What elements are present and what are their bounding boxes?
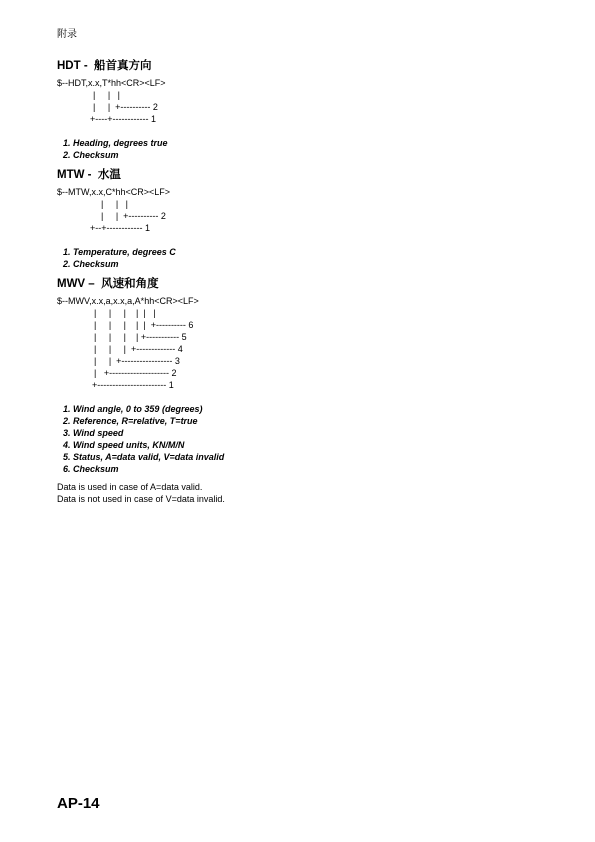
diagram-line: | | +---------- 2: [101, 211, 166, 221]
page-header: 附录: [57, 29, 77, 40]
sentence-format: $--MTW,x.x,C*hh<CR><LF>: [57, 187, 171, 197]
sentence-format: $--HDT,x.x,T*hh<CR><LF>: [57, 78, 166, 88]
field-item: 1. Wind angle, 0 to 359 (degrees): [63, 404, 203, 414]
note-line: Data is used in case of A=data valid.: [57, 482, 203, 492]
field-item: 1. Temperature, degrees C: [63, 247, 176, 257]
section-title: MWV – 风速和角度: [57, 278, 159, 290]
section-mwv: [57, 275, 224, 475]
field-item: 6. Checksum: [63, 464, 119, 474]
section-hdt: [57, 57, 168, 161]
diagram-line: | | | +------------- 4: [94, 344, 183, 354]
note-line: Data is not used in case of V=data invalid.: [57, 494, 225, 504]
section-title: MTW - 水温: [57, 169, 121, 181]
diagram-line: | | |: [93, 90, 121, 100]
usage-note: [57, 481, 225, 505]
diagram-line: | | |: [101, 199, 129, 209]
field-item: 2. Checksum: [63, 150, 119, 160]
field-diagram: [57, 307, 224, 391]
diagram-line: | +-------------------- 2: [94, 368, 177, 378]
field-item: 2. Checksum: [63, 259, 119, 269]
sentence-format: $--MWV,x.x,a,x.x,a,A*hh<CR><LF>: [57, 296, 199, 306]
diagram-line: | | +----------------- 3: [94, 356, 180, 366]
section-mtw: [57, 166, 176, 270]
page-number: AP-14: [57, 795, 100, 812]
diagram-line: | | | | +----------- 5: [94, 332, 187, 342]
field-diagram: [57, 198, 176, 234]
field-diagram: [57, 89, 168, 125]
diagram-line: +--+------------ 1: [90, 223, 150, 233]
field-item: 5. Status, A=data valid, V=data invalid: [63, 452, 225, 462]
field-item: 2. Reference, R=relative, T=true: [63, 416, 198, 426]
field-list: [63, 137, 168, 161]
field-item: 3. Wind speed: [63, 428, 124, 438]
field-list: [63, 403, 224, 475]
diagram-line: +----------------------- 1: [92, 380, 174, 390]
field-list: [63, 246, 176, 270]
field-item: 4. Wind speed units, KN/M/N: [63, 440, 185, 450]
diagram-line: | | | | | |: [94, 308, 156, 318]
section-title: HDT - 船首真方向: [57, 60, 152, 72]
diagram-line: | | +---------- 2: [93, 102, 158, 112]
field-item: 1. Heading, degrees true: [63, 138, 168, 148]
diagram-line: +----+------------ 1: [90, 114, 156, 124]
diagram-line: | | | | | +---------- 6: [94, 320, 194, 330]
